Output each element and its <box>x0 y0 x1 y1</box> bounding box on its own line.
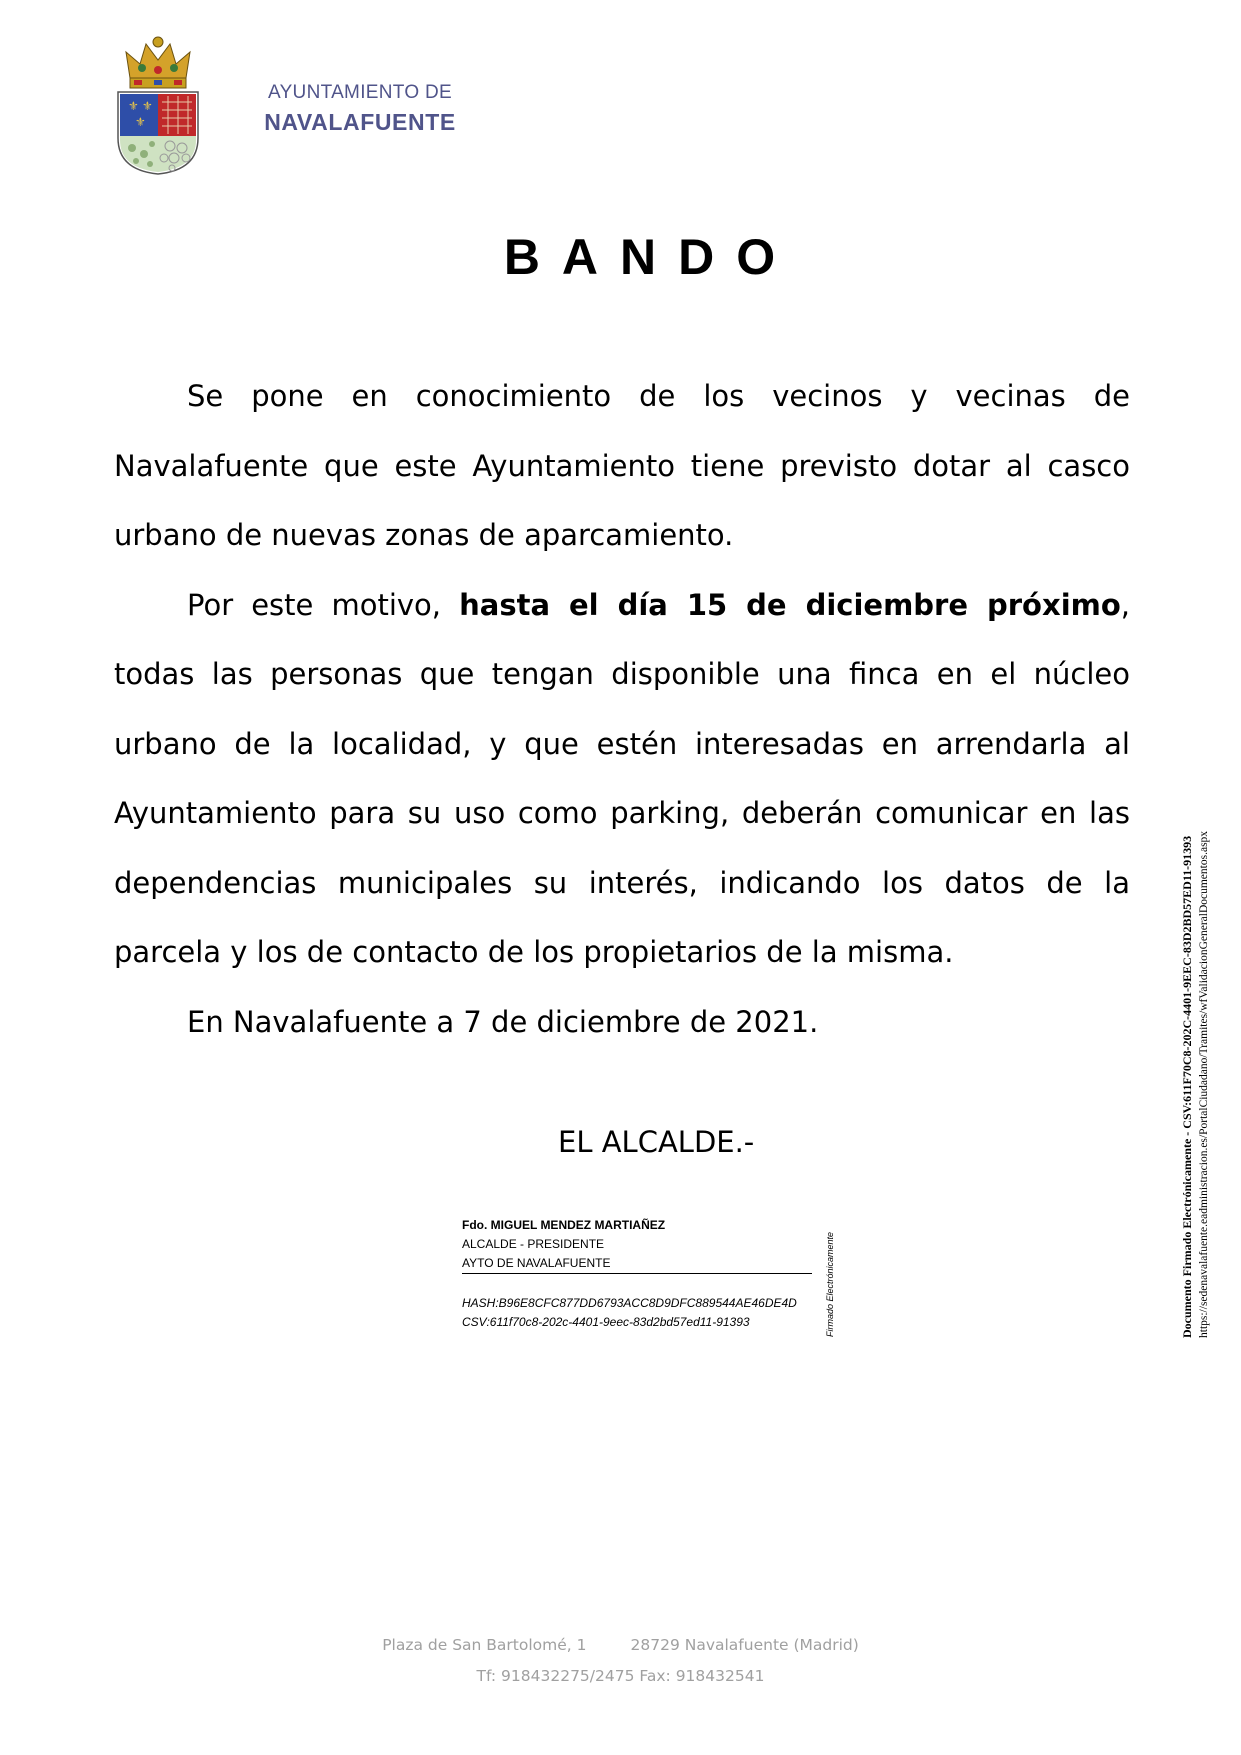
signed-electronically-label: Firmado Electrónicamente <box>825 1231 835 1337</box>
footer-city: 28729 Navalafuente (Madrid) <box>630 1636 859 1654</box>
closing-title: EL ALCALDE.- <box>558 1125 755 1159</box>
paragraph-2-rest: , todas las personas que tengan disponible una finca en el núcleo urbano de la localidad, y que estén interesadas en arrendarla al Ayuntamiento para su uso como parking, deberán comunicar en las dependencias municipales su interés, indicando los datos de la parcela y los de contacto de los propietarios de la misma. <box>114 587 1130 969</box>
org-line-2: NAVALAFUENTE <box>264 109 456 135</box>
org-line-1: AYUNTAMIENTO DE <box>268 82 452 103</box>
signer-role: ALCALDE - PRESIDENTE <box>462 1237 605 1251</box>
signature-vertical-label <box>819 1231 835 1337</box>
stamp-url-line: https://sedenavalafuente.eadministracion.es/PortalCiudadano/Tramites/wfValidacionGeneralDocumentos.aspx <box>1198 830 1210 1338</box>
deadline-highlight: hasta el día 15 de diciembre próximo <box>459 587 1121 622</box>
signature-divider <box>462 1273 812 1274</box>
signature-hash: HASH:B96E8CFC877DD6793ACC8D9DFC889544AE46DE4D <box>462 1296 797 1310</box>
document-body <box>114 362 1130 1057</box>
signer-org: AYTO DE NAVALAFUENTE <box>462 1256 611 1270</box>
signature-block <box>462 1216 812 1332</box>
paragraph-3: En Navalafuente a 7 de diciembre de 2021. <box>187 1004 819 1039</box>
svg-text:⚜: ⚜ <box>142 99 153 113</box>
signer-name: Fdo. MIGUEL MENDEZ MARTIAÑEZ <box>462 1218 666 1232</box>
page-footer <box>0 1630 1241 1692</box>
svg-text:⚜: ⚜ <box>135 115 146 129</box>
footer-address: Plaza de San Bartolomé, 1 <box>382 1636 587 1654</box>
paragraph-2-intro: Por este motivo, <box>187 587 460 622</box>
margin-validation-stamp <box>1180 830 1230 1755</box>
signature-csv: CSV:611f70c8-202c-4401-9eec-83d2bd57ed11-91393 <box>462 1315 750 1329</box>
organization-name <box>240 82 480 136</box>
stamp-csv-line: Documento Firmado Electrónicamente - CSV:611F70C8-202C-4401-9EEC-83D2BD57ED11-91393 <box>1180 835 1194 1338</box>
coat-of-arms-icon <box>116 30 200 176</box>
paragraph-1: Se pone en conocimiento de los vecinos y vecinas de Navalafuente que este Ayuntamiento tiene previsto dotar al casco urbano de nuevas zonas de aparcamiento. <box>114 379 1130 552</box>
svg-text:⚜: ⚜ <box>128 99 139 113</box>
document-title: BANDO <box>503 229 798 285</box>
footer-phone: Tf: 918432275/2475 Fax: 918432541 <box>476 1667 765 1685</box>
footer-address-line <box>0 1630 1241 1661</box>
paragraph-2 <box>114 571 1130 988</box>
